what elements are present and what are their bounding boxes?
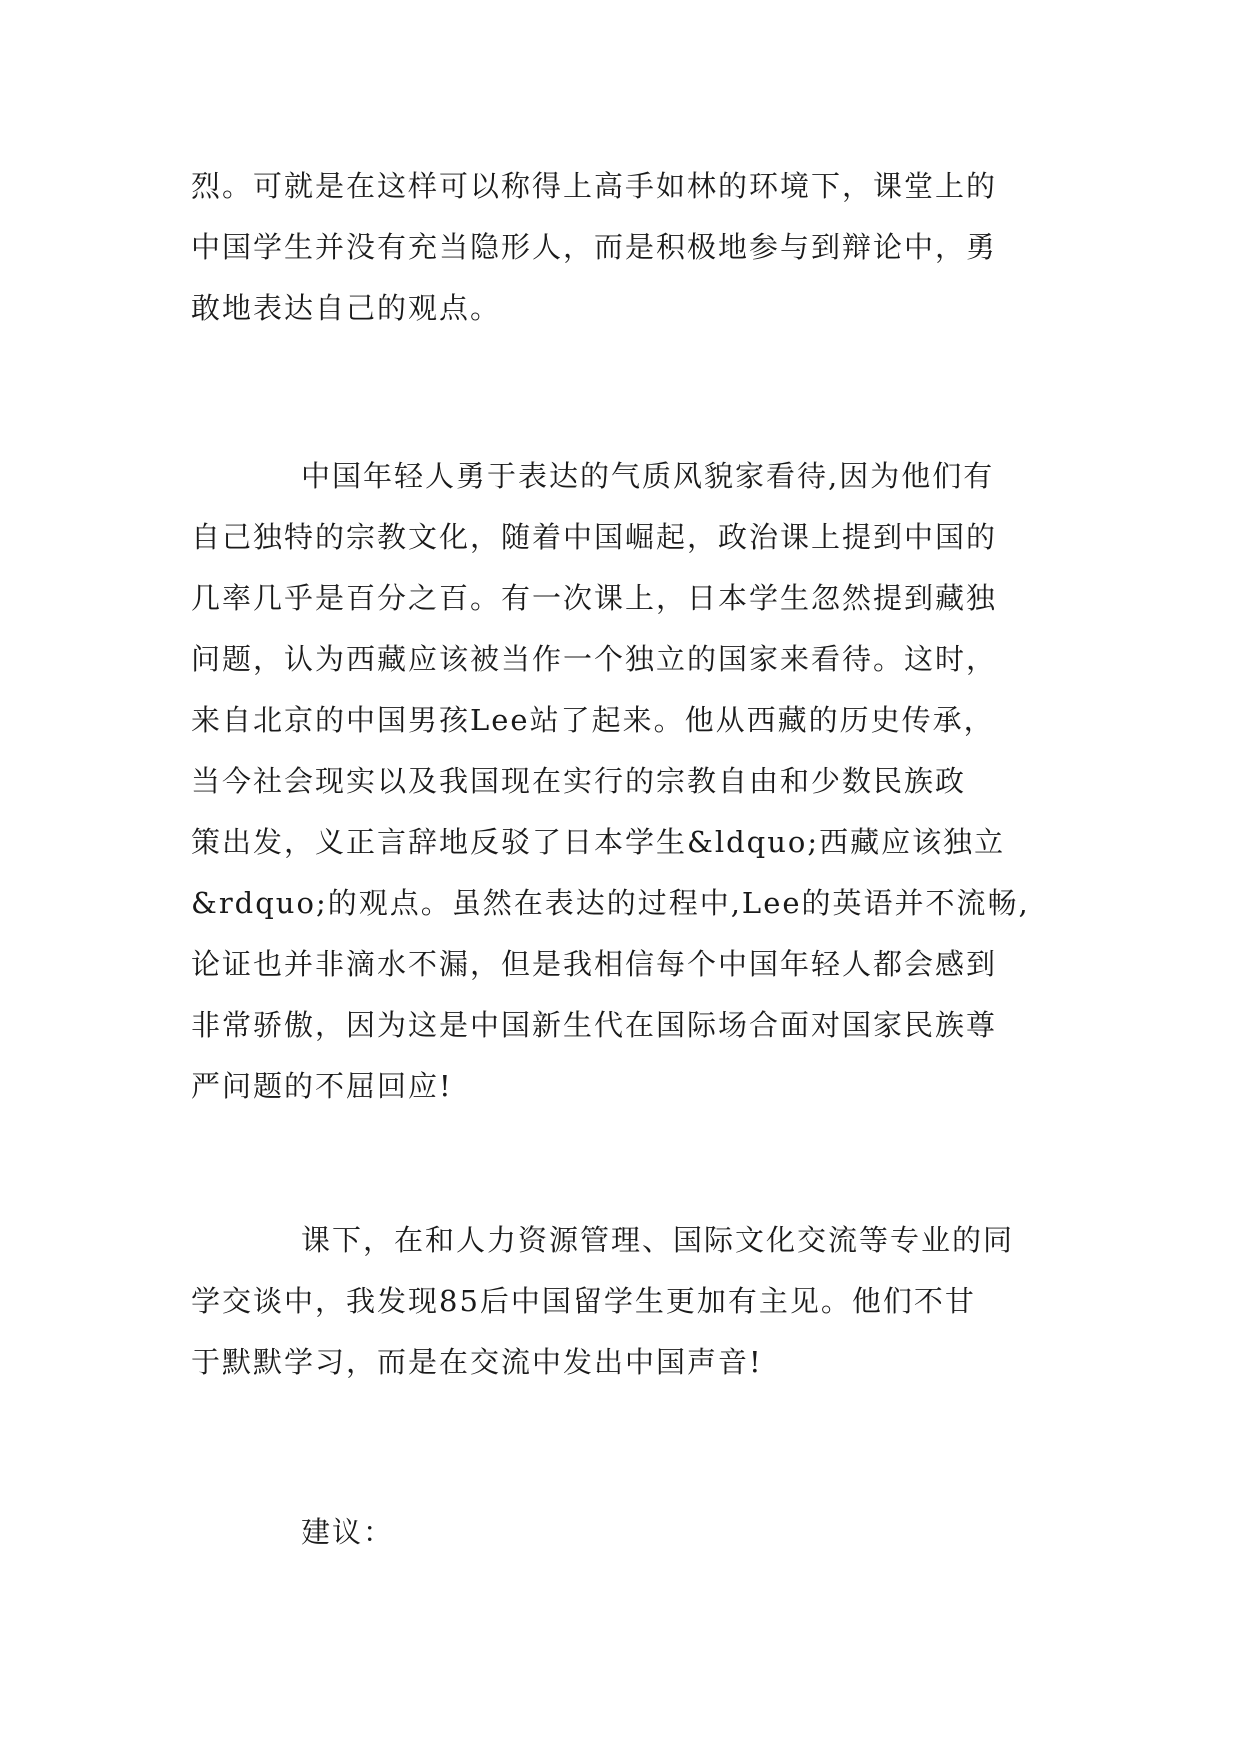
text-line: 非常骄傲，因为这是中国新生代在国际场合面对国家民族尊	[191, 1008, 998, 1042]
text-line: 当今社会现实以及我国现在实行的宗教自由和少数民族政	[191, 764, 967, 798]
text-line: 严问题的不屈回应!	[191, 1069, 453, 1103]
text-line: 论证也并非滴水不漏，但是我相信每个中国年轻人都会感到	[191, 947, 998, 981]
text-line: 课下，在和人力资源管理、国际文化交流等专业的同	[301, 1223, 1015, 1257]
text-line: 于默默学习，而是在交流中发出中国声音!	[191, 1345, 763, 1379]
paragraph-3	[191, 1210, 1071, 1393]
text-line: &rdquo;的观点。虽然在表达的过程中,Lee的英语并不流畅,	[191, 886, 1030, 920]
text-line: 中国年轻人勇于表达的气质风貌家看待,因为他们有	[301, 459, 995, 493]
section-heading: 建议：	[301, 1515, 395, 1549]
text-line: 烈。可就是在这样可以称得上高手如林的环境下，课堂上的	[191, 169, 998, 203]
paragraph-1	[191, 156, 1071, 339]
paragraph-4	[191, 1502, 1071, 1563]
text-line: 敢地表达自己的观点。	[191, 291, 502, 325]
text-line: 来自北京的中国男孩Lee站了起来。他从西藏的历史传承，	[191, 703, 995, 737]
text-line: 自己独特的宗教文化，随着中国崛起，政治课上提到中国的	[191, 520, 998, 554]
text-line: 学交谈中，我发现85后中国留学生更加有主见。他们不甘	[191, 1284, 976, 1318]
text-line: 几率几乎是百分之百。有一次课上，日本学生忽然提到藏独	[191, 581, 998, 615]
text-line: 策出发，义正言辞地反驳了日本学生&ldquo;西藏应该独立	[191, 825, 1006, 859]
paragraph-2	[191, 446, 1071, 1117]
text-line: 问题，认为西藏应该被当作一个独立的国家来看待。这时，	[191, 642, 998, 676]
text-line: 中国学生并没有充当隐形人，而是积极地参与到辩论中，勇	[191, 230, 998, 264]
